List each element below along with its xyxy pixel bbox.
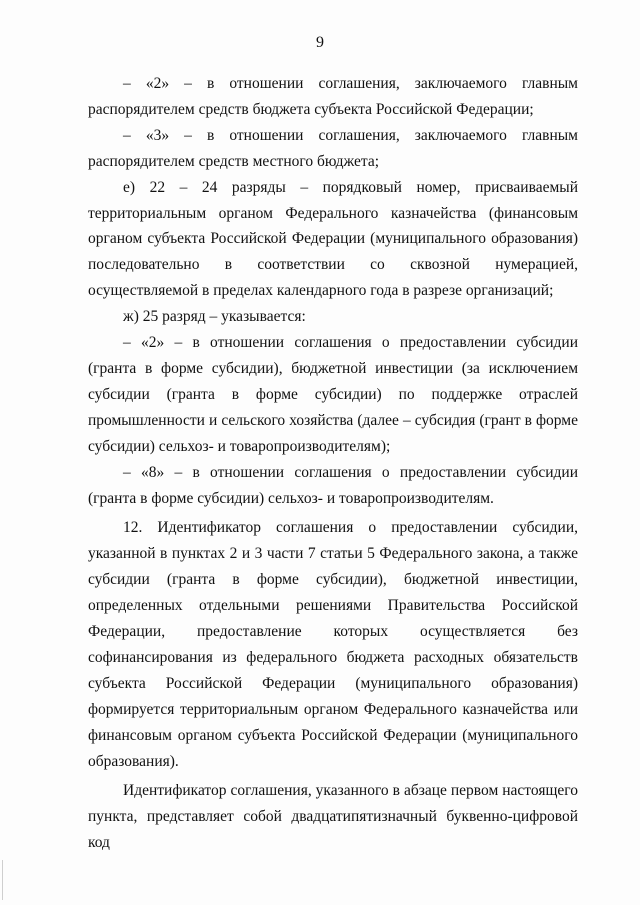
paragraph-identifier-code: Идентификатор соглашения, указанного в абзаце первом настоящего пункта, представляет собой двадцатипятизначный буквенно-цифровой код (88, 782, 578, 852)
document-body (88, 71, 578, 856)
scan-edge-mark (2, 860, 3, 900)
paragraph-code-2-subsidy: – «2» – в отношении соглашения о предоставлении субсидии (гранта в форме субсидии), бюджетной инвестиции (за исключением субсидии (гранта в форме субсидии) по поддержке отраслей промышленности и сельского хозяйства (далее – субсидия (грант в форме субсидии) сельхоз- и товаропроизводителям); (88, 334, 578, 455)
paragraph-section-12: 12. Идентификатор соглашения о предоставлении субсидии, указанной в пунктах 2 и 3 части 7 статьи 5 Федерального закона, а также субсидии (гранта в форме субсидии), бюджетной инвестиции, определенных отдельными решениями Правительства Российской Федерации, предоставление которых осуществляется без софинансирования из федерального бюджета расходных обязательств субъекта Российской Федерации (муниципального образования) формируется территориальным органом Федерального казначейства или финансовым органом субъекта Российской Федерации (муниципального образования). (88, 519, 578, 770)
paragraph-item-e: е) 22 – 24 разряды – порядковый номер, присваиваемый территориальным органом Федерального казначейства (финансовым органом субъекта Российской Федерации (муниципального образования) последовательно в соответствии со сквозной нумерацией, осуществляемой в пределах календарного года в разрезе организаций; (88, 178, 578, 300)
paragraph-code-3-local-budget: – «3» – в отношении соглашения, заключаемого главным распорядителем средств местного бюджета; (88, 126, 578, 170)
page-number: 9 (316, 34, 324, 51)
paragraph-code-2-subject-budget: – «2» – в отношении соглашения, заключаемого главным распорядителем средств бюджета субъекта Российской Федерации; (88, 75, 578, 118)
paragraph-code-8-subsidy: – «8» – в отношении соглашения о предоставлении субсидии (гранта в форме субсидии) сельхоз- и товаропроизводителям. (88, 463, 578, 507)
paragraph-item-zh: ж) 25 разряд – указывается: (123, 308, 306, 326)
